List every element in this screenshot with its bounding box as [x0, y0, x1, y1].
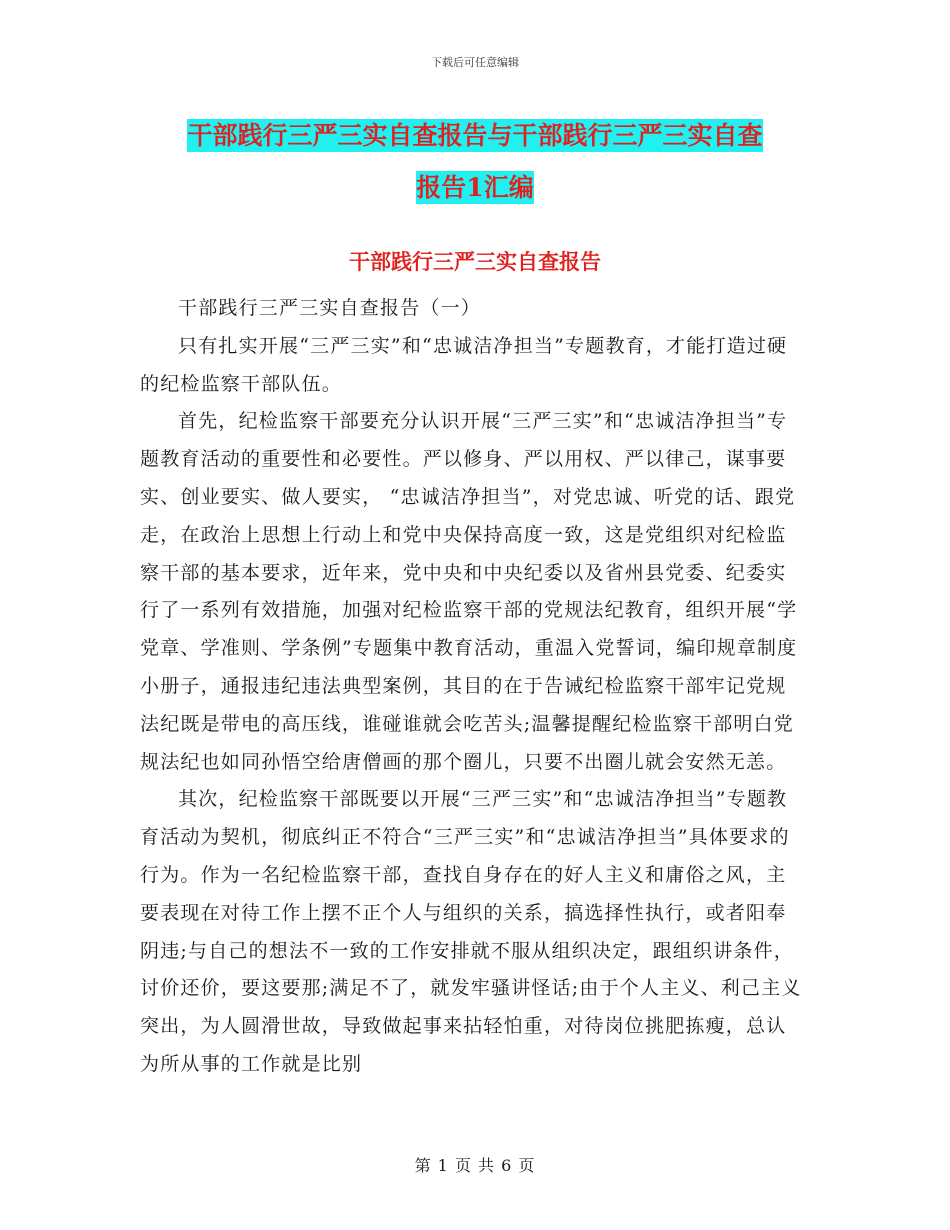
- document-title: [0, 110, 950, 214]
- document-title-line-2: 报告1汇编: [416, 173, 534, 202]
- document-title-line-1: 干部践行三严三实自查报告与干部践行三严三实自查: [187, 121, 763, 150]
- section-title: 干部践行三严三实自查报告: [349, 249, 601, 274]
- document-body: [140, 290, 806, 1084]
- paragraph: 只有扎实开展“三严三实”和“忠诚洁净担当”专题教育，才能打造过硬的纪检监察干部队伍。: [140, 334, 788, 395]
- paragraph: 首先，纪检监察干部要充分认识开展“三严三实”和“忠诚洁净担当”专题教育活动的重要性和必要性。严以修身、严以用权、严以律己，谋事要实、创业要实、做人要实， “忠诚洁净担当”，对党忠诚、听党的话、跟党走，在政治上思想上行动上和党中央保持高度一致，这是党组织对纪检监察干部的基本要求，近年来，党中央和中央纪委以及省州县党委、纪委实行了一系列有效措施，加强对纪检监察干部的党规法纪教育，组织开展“学党章、学准则、学条例”专题集中教育活动，重温入党誓词，编印规章制度小册子，通报违纪违法典型案例，其目的在于告诫纪检监察干部牢记党规法纪既是带电的高压线，谁碰谁就会吃苦头;温馨提醒纪检监察干部明白党规法纪也如同孙悟空给唐僧画的那个圈儿，只要不出圈儿就会安然无恙。: [140, 410, 798, 773]
- paragraph-subtitle: 干部践行三严三实自查报告（一）: [178, 297, 482, 319]
- page-number: 第 1 页 共 6 页: [414, 1156, 536, 1175]
- paragraph: 其次，纪检监察干部既要以开展“三严三实”和“忠诚洁净担当”专题教育活动为契机，彻底纠正不符合“三严三实”和“忠诚洁净担当”具体要求的行为。作为一名纪检监察干部，查找自身存在的好人主义和庸俗之风，主要表现在对待工作上摆不正个人与组织的关系，搞选择性执行，或者阳奉阴违;与自己的想法不一致的工作安排就不服从组织决定，跟组织讲条件，讨价还价，要这要那;满足不了，就发牢骚讲怪话;由于个人主义、利己主义突出，为人圆滑世故，导致做起事来拈轻怕重，对待岗位挑肥拣瘦，总认为所从事的工作就是比别: [140, 788, 802, 1075]
- page-header-note: 下载后可任意编辑: [431, 56, 519, 69]
